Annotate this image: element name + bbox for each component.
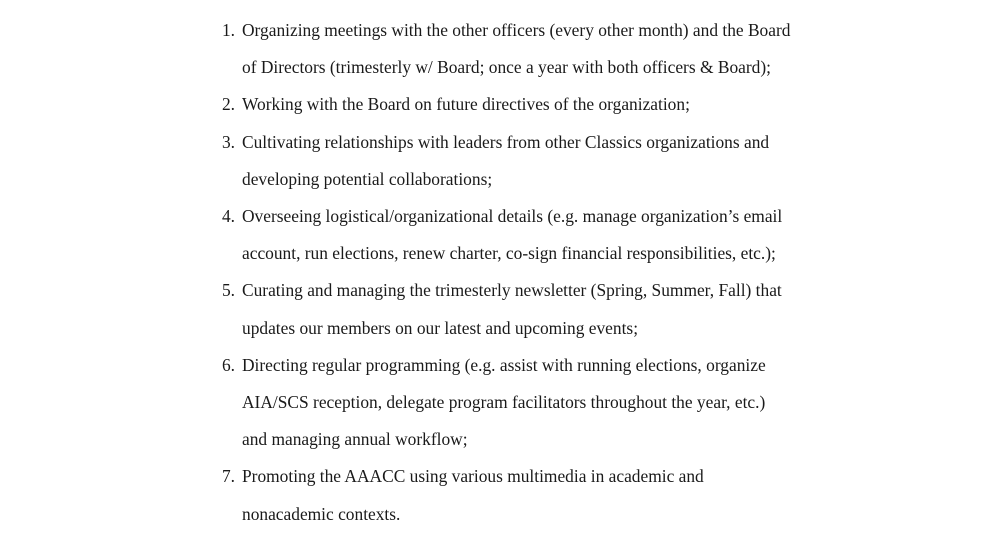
- list-item-text: Promoting the AAACC using various multimedia in academic and: [242, 466, 704, 487]
- list-number: 3.: [221, 131, 235, 152]
- list-item-2: [205, 86, 895, 123]
- list-item-text: developing potential collaborations;: [242, 168, 493, 189]
- list-item-text: Organizing meetings with the other officers (every other month) and the Board: [242, 20, 791, 40]
- list-item-text: AIA/SCS reception, delegate program facilitators throughout the year, etc.): [242, 392, 766, 413]
- list-number: 1.: [221, 20, 235, 40]
- list-item-text: nonacademic contexts.: [242, 503, 401, 524]
- list-number: 6.: [221, 354, 235, 375]
- list-number: 4.: [221, 206, 235, 227]
- list-item-6: [205, 347, 895, 459]
- duties-list: [205, 12, 895, 533]
- list-number: 5.: [221, 280, 235, 301]
- list-item-7: [205, 458, 895, 532]
- list-item-5: [205, 272, 895, 346]
- list-number: 2.: [221, 94, 235, 115]
- list-item-text: Cultivating relationships with leaders from other Classics organizations and: [242, 131, 770, 152]
- list-item-text: account, run elections, renew charter, co-sign financial responsibilities, etc.);: [242, 243, 776, 264]
- list-item-text: of Directors (trimesterly w/ Board; once a year with both officers & Board);: [242, 57, 771, 78]
- list-item-text: Curating and managing the trimesterly newsletter (Spring, Summer, Fall) that: [242, 280, 782, 301]
- list-item-4: [205, 198, 895, 272]
- list-item-text: Working with the Board on future directives of the organization;: [242, 94, 690, 115]
- list-number: 7.: [221, 466, 235, 487]
- list-item-text: Directing regular programming (e.g. assist with running elections, organize: [242, 354, 766, 375]
- list-item-text: updates our members on our latest and upcoming events;: [242, 317, 639, 338]
- list-item-text: and managing annual workflow;: [242, 429, 468, 450]
- list-item-text: Overseeing logistical/organizational details (e.g. manage organization’s email: [242, 206, 783, 227]
- list-item-3: [205, 124, 895, 198]
- list-item-1: [205, 12, 895, 86]
